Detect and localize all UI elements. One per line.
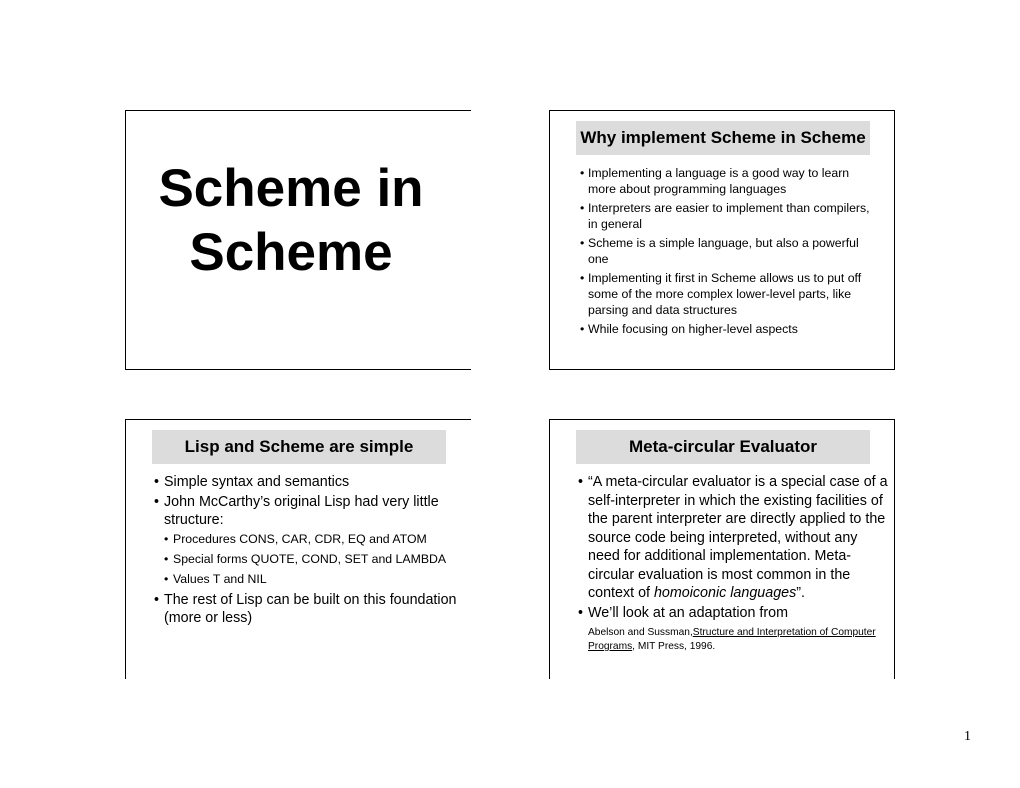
citation: Abelson and Sussman,Structure and Interpretation of Computer Programs, MIT Press, 1996. bbox=[588, 627, 876, 652]
slide-meta-circular bbox=[549, 419, 895, 679]
bullet-item: • We’ll look at an adaptation from Abelson and Sussman,Structure and Interpretation of Computer Programs, MIT Press, 1996. bbox=[578, 604, 890, 655]
bullet-item: • The rest of Lisp can be built on this foundation (more or less) bbox=[154, 591, 464, 628]
bullet-item: • Interpreters are easier to implement than compilers, in general bbox=[580, 200, 880, 232]
bullet-item: • While focusing on higher-level aspects bbox=[580, 321, 880, 337]
sub-bullet-item: • Values T and NIL bbox=[154, 571, 464, 587]
bullet-list bbox=[578, 473, 890, 655]
sub-bullet-item: • Procedures CONS, CAR, CDR, EQ and ATOM bbox=[154, 531, 464, 547]
bullet-list bbox=[154, 473, 464, 629]
bullet-item: • Simple syntax and semantics bbox=[154, 473, 464, 492]
page-number: 1 bbox=[964, 729, 971, 744]
slide-main-title: Scheme in Scheme bbox=[158, 159, 424, 282]
slide-heading: Why implement Scheme in Scheme bbox=[576, 121, 870, 155]
slide-title bbox=[125, 110, 471, 370]
bullet-item: • Scheme is a simple language, but also a powerful one bbox=[580, 235, 880, 267]
slide-lisp-simple bbox=[125, 419, 471, 679]
emphasis-text: homoiconic languages bbox=[653, 585, 797, 601]
slide-why-implement bbox=[549, 110, 895, 370]
bullet-item: • John McCarthy’s original Lisp had very little structure: bbox=[154, 493, 464, 530]
slide-heading: Lisp and Scheme are simple bbox=[152, 430, 446, 464]
bullet-list bbox=[580, 165, 880, 340]
slide-heading: Meta-circular Evaluator bbox=[576, 430, 870, 464]
sub-bullet-item: • Special forms QUOTE, COND, SET and LAMBDA bbox=[154, 551, 464, 567]
bullet-item-quote: • “A meta-circular evaluator is a special case of a self-interpreter in which the existing facilities of the parent interpreter are directly applied to the source code being interpreted, without any need for additional implementation. Meta-circular evaluation is most common in the context of homoiconic languages”. bbox=[578, 473, 890, 603]
bullet-item: • Implementing a language is a good way to learn more about programming languages bbox=[580, 165, 880, 197]
bullet-item: • Implementing it first in Scheme allows us to put off some of the more complex lower-level parts, like parsing and data structures bbox=[580, 270, 880, 318]
book-title-link[interactable]: Structure and Interpretation of Computer Programs bbox=[588, 627, 876, 652]
